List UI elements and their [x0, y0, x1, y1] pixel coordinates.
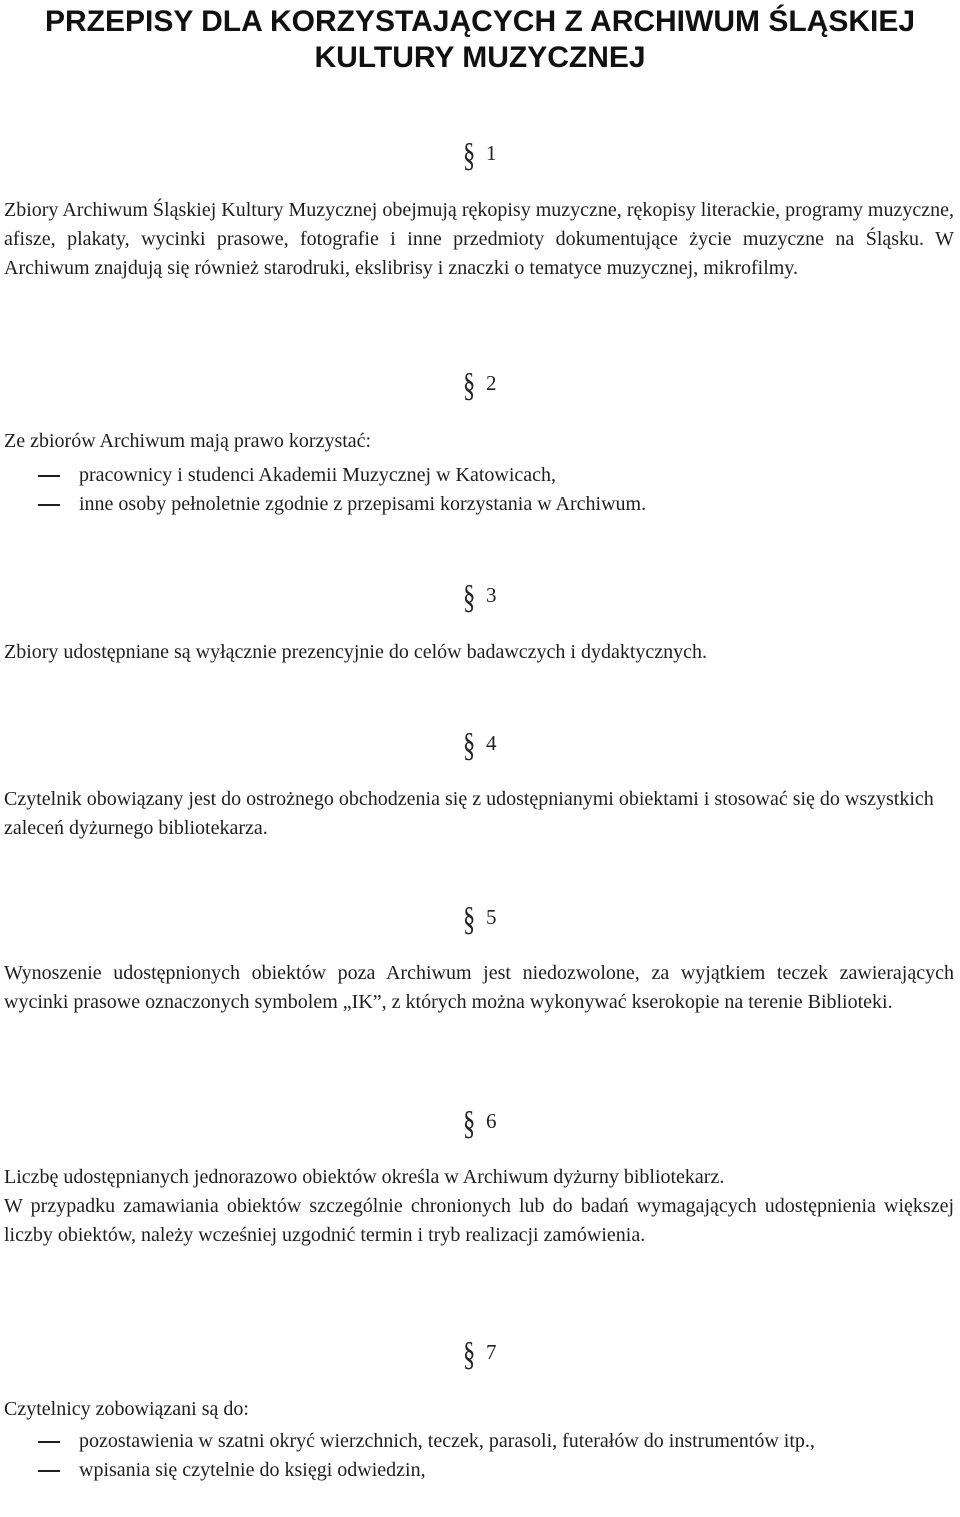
section-sign: §: [463, 137, 476, 174]
section-heading-6: [463, 1105, 497, 1142]
section-sign: §: [463, 901, 476, 938]
section-6-paragraph-2: W przypadku zamawiania obiektów szczególnie chronionych lub do badań wymagających udostępnienia większej liczby obiektów, należy wcześniej uzgodnić termin i tryb realizacji zamówienia.: [4, 1195, 954, 1246]
section-sign: §: [463, 367, 476, 404]
dash-bullet: [38, 1470, 60, 1472]
document-title: PRZEPISY DLA KORZYSTAJĄCYCH Z ARCHIWUM ŚLĄSKIEJ KULTURY MUZYCZNEJ: [44, 5, 916, 74]
section-7-list: [0, 1427, 956, 1485]
section-1-paragraph: Zbiory Archiwum Śląskiej Kultury Muzycznej obejmują rękopisy muzyczne, rękopisy literackie, programy muzyczne, afisze, plakaty, wycinki prasowe, fotografie i inne przedmioty dokumentujące życie muzyczne na Śląsku. W Archiwum znajdują się również starodruki, ekslibrisy i znaczki o tematyce muzycznej, mikrofilmy.: [4, 199, 954, 279]
section-number: 1: [486, 141, 497, 165]
section-sign: §: [463, 1336, 476, 1373]
list-item: [0, 1427, 956, 1456]
section-sign: §: [463, 579, 476, 616]
list-item-text: pozostawienia w szatni okryć wierzchnich, teczek, parasoli, futerałów do instrumentów itp.,: [79, 1430, 815, 1452]
section-sign: §: [463, 1105, 476, 1142]
dash-bullet: [38, 504, 60, 506]
dash-bullet: [38, 1441, 60, 1443]
section-6-paragraph-1: Liczbę udostępnianych jednorazowo obiektów określa w Archiwum dyżurny bibliotekarz.: [4, 1166, 725, 1188]
section-heading-2: [463, 367, 497, 404]
dash-bullet: [38, 475, 60, 477]
list-item: [0, 490, 956, 519]
section-heading-4: [463, 727, 497, 764]
section-heading-1: [463, 137, 497, 174]
list-item: [0, 461, 956, 490]
section-number: 7: [486, 1340, 497, 1364]
list-item-text: inne osoby pełnoletnie zgodnie z przepisami korzystania w Archiwum.: [79, 493, 647, 515]
section-7-intro: Czytelnicy zobowiązani są do:: [4, 1398, 249, 1420]
section-sign: §: [463, 727, 476, 764]
section-heading-7: [463, 1336, 497, 1373]
list-item: [0, 1456, 956, 1485]
list-item-text: pracownicy i studenci Akademii Muzycznej w Katowicach,: [79, 464, 557, 486]
section-2-intro: Ze zbiorów Archiwum mają prawo korzystać:: [4, 430, 372, 452]
list-item-text: wpisania się czytelnie do księgi odwiedzin,: [79, 1459, 426, 1481]
section-number: 4: [486, 731, 497, 755]
section-4-paragraph: Czytelnik obowiązany jest do ostrożnego obchodzenia się z udostępnianymi obiektami i stosować się do wszystkich zaleceń dyżurnego bibliotekarza.: [4, 788, 934, 839]
section-heading-5: [463, 901, 497, 938]
section-3-paragraph: Zbiory udostępniane są wyłącznie prezencyjnie do celów badawczych i dydaktycznych.: [4, 641, 708, 663]
section-2-list: [0, 461, 956, 519]
section-number: 6: [486, 1109, 497, 1133]
section-5-paragraph: Wynoszenie udostępnionych obiektów poza Archiwum jest niedozwolone, za wyjątkiem teczek zawierających wycinki prasowe oznaczonych symbolem „IK”, z których można wykonywać kserokopie na terenie Biblioteki.: [4, 962, 954, 1013]
section-heading-3: [463, 579, 497, 616]
section-number: 5: [486, 905, 497, 929]
section-number: 3: [486, 583, 497, 607]
section-number: 2: [486, 371, 497, 395]
